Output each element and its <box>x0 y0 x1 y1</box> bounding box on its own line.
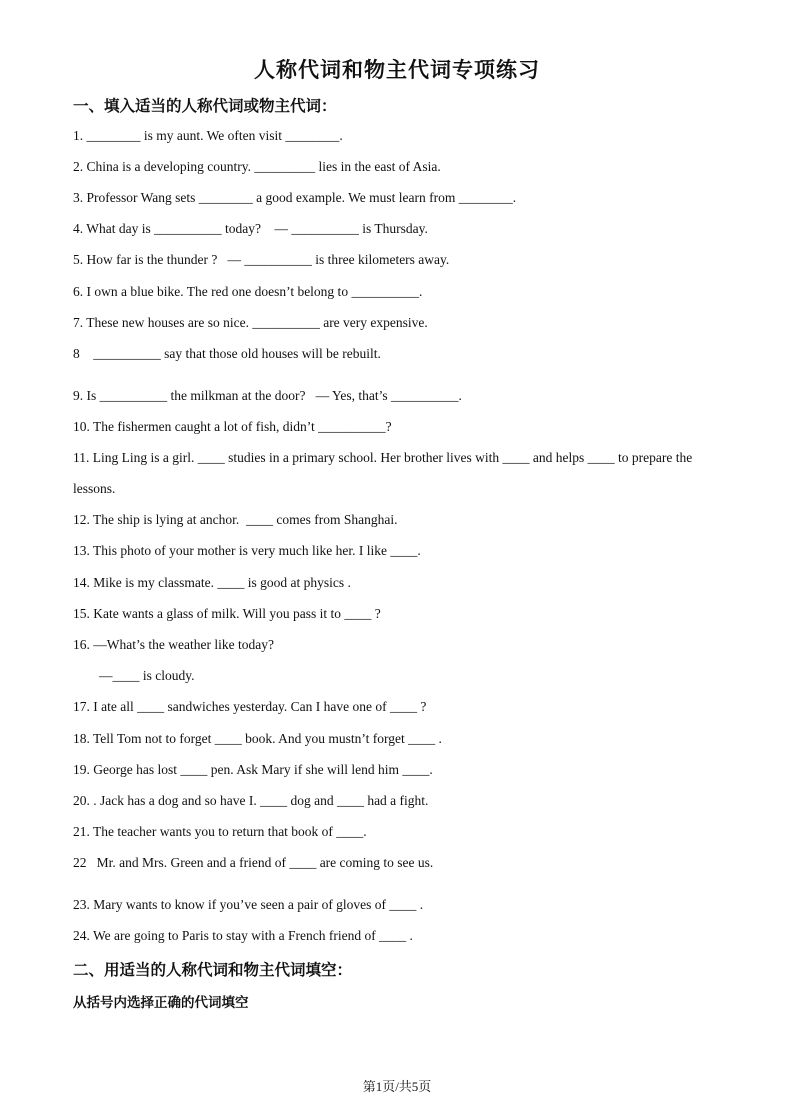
question-14: 14. Mike is my classmate. ____ is good at physics . <box>73 575 351 590</box>
question-11-continued: lessons. <box>73 481 116 496</box>
question-21: 21. The teacher wants you to return that book of ____. <box>73 824 367 839</box>
question-15: 15. Kate wants a glass of milk. Will you pass it to ____ ? <box>73 606 381 621</box>
section-2-instruction: 从括号内选择正确的代词填空 <box>73 995 249 1011</box>
section-2-heading: 二、用适当的人称代词和物主代词填空： <box>73 961 353 979</box>
question-12: 12. The ship is lying at anchor. ____ comes from Shanghai. <box>73 512 398 527</box>
question-18: 18. Tell Tom not to forget ____ book. And you mustn’t forget ____ . <box>73 731 442 746</box>
question-20: 20. . Jack has a dog and so have I. ____ dog and ____ had a fight. <box>73 793 429 808</box>
question-22: 22 Mr. and Mrs. Green and a friend of ____ are coming to see us. <box>73 855 434 870</box>
question-23: 23. Mary wants to know if you’ve seen a pair of gloves of ____ . <box>73 897 424 912</box>
question-17: 17. I ate all ____ sandwiches yesterday. Can I have one of ____ ? <box>73 699 427 714</box>
page-footer: 第1页/共5页 <box>362 1079 432 1094</box>
page-title: 人称代词和物主代词专项练习 <box>254 58 540 82</box>
question-16: 16. —What’s the weather like today? <box>73 637 274 652</box>
question-2: 2. China is a developing country. _________ lies in the east of Asia. <box>73 159 441 174</box>
question-11: 11. Ling Ling is a girl. ____ studies in a primary school. Her brother lives with ____ and helps ____ to prepare the <box>73 450 693 465</box>
question-13: 13. This photo of your mother is very much like her. I like ____. <box>73 543 421 558</box>
question-4: 4. What day is __________ today? — __________ is Thursday. <box>73 221 428 236</box>
question-10: 10. The fishermen caught a lot of fish, didn’t __________? <box>73 419 392 434</box>
question-8: 8 __________ say that those old houses will be rebuilt. <box>73 346 381 361</box>
question-9: 9. Is __________ the milkman at the door? — Yes, that’s __________. <box>73 388 462 403</box>
question-5: 5. How far is the thunder ? — __________ is three kilometers away. <box>73 252 450 267</box>
section-1-heading: 一、填入适当的人称代词或物主代词： <box>73 97 337 115</box>
question-16-answer-line: —____ is cloudy. <box>99 668 195 683</box>
question-19: 19. George has lost ____ pen. Ask Mary if she will lend him ____. <box>73 762 433 777</box>
question-1: 1. ________ is my aunt. We often visit ________. <box>73 128 343 143</box>
question-3: 3. Professor Wang sets ________ a good example. We must learn from ________. <box>73 190 517 205</box>
question-6: 6. I own a blue bike. The red one doesn’t belong to __________. <box>73 284 423 299</box>
question-24: 24. We are going to Paris to stay with a French friend of ____ . <box>73 928 413 943</box>
question-7: 7. These new houses are so nice. __________ are very expensive. <box>73 315 428 330</box>
